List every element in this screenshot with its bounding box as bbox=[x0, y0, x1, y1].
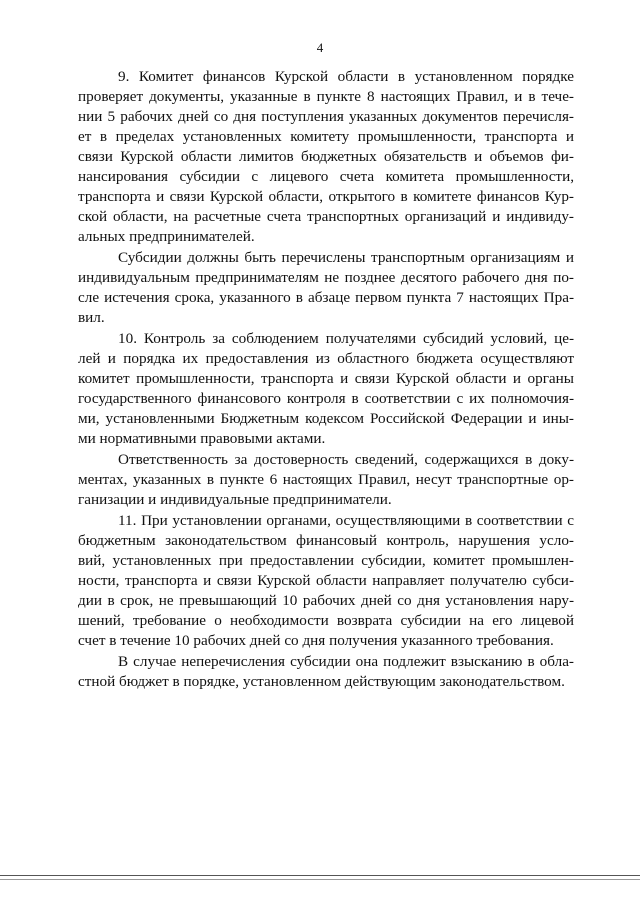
text-line: 10. Контроль за соблюдением получателями субсидий условий, це- bbox=[118, 330, 574, 347]
text-line: проверяет документы, указанные в пункте 8 настоящих Правил, и в тече- bbox=[78, 88, 574, 105]
text-line: сле истечения срока, указанного в абзаце первом пункта 7 настоящих Пра- bbox=[78, 289, 574, 306]
scan-edge-line bbox=[0, 875, 640, 876]
text-line: ской области, на расчетные счета транспортных организаций и индивиду- bbox=[78, 208, 574, 225]
text-line: нансирования субсидии с лицевого счета комитета промышленности, bbox=[78, 168, 574, 185]
text-line: государственного финансового контроля в соответствии с их полномочия- bbox=[78, 390, 574, 407]
text-line: нии 5 рабочих дней со дня поступления указанных документов перечисля- bbox=[78, 108, 574, 125]
text-line: связи Курской области лимитов бюджетных обязательств и объемов фи- bbox=[78, 148, 574, 165]
text-line: бюджетным законодательством финансовый контроль, нарушения усло- bbox=[78, 532, 574, 549]
text-line: вил. bbox=[78, 309, 105, 326]
text-line: комитет промышленности, транспорта и связи Курской области и органы bbox=[78, 370, 574, 387]
text-line: Ответственность за достоверность сведений, содержащихся в доку- bbox=[118, 451, 574, 468]
text-line: ганизации и индивидуальные предприниматели. bbox=[78, 491, 392, 508]
text-line: ности, транспорта и связи Курской области направляет получателю субси- bbox=[78, 572, 574, 589]
text-line: счет в течение 10 рабочих дней со дня получения указанного требования. bbox=[78, 632, 554, 649]
text-line: альных предпринимателей. bbox=[78, 228, 255, 245]
text-line: В случае неперечисления субсидии она подлежит взысканию в обла- bbox=[118, 653, 574, 670]
text-line: лей и порядка их предоставления из областного бюджета осуществляют bbox=[78, 350, 574, 367]
scan-edge-line-secondary bbox=[0, 879, 640, 880]
text-line: ми нормативными правовыми актами. bbox=[78, 430, 326, 447]
text-line: шений, требование о необходимости возврата субсидии на его лицевой bbox=[78, 612, 574, 629]
text-line: ми, установленными Бюджетным кодексом Российской Федерации и ины- bbox=[78, 410, 574, 427]
text-line: 9. Комитет финансов Курской области в установленном порядке bbox=[118, 68, 574, 85]
text-line: Субсидии должны быть перечислены транспортным организациям и bbox=[118, 249, 574, 266]
page-number: 4 bbox=[316, 40, 324, 55]
text-line: вий, установленных при предоставлении субсидии, комитет промышлен- bbox=[78, 552, 574, 569]
text-line: 11. При установлении органами, осуществляющими в соответствии с bbox=[118, 512, 574, 529]
text-line: индивидуальным предпринимателям не позднее десятого рабочего дня по- bbox=[78, 269, 574, 286]
text-line: ментах, указанных в пункте 6 настоящих Правил, несут транспортные ор- bbox=[78, 471, 574, 488]
text-line: дии в срок, не превышающий 10 рабочих дней со дня установления нару- bbox=[78, 592, 574, 609]
text-line: транспорта и связи Курской области, открытого в комитете финансов Кур- bbox=[78, 188, 574, 205]
text-line: стной бюджет в порядке, установленном действующим законодательством. bbox=[78, 673, 565, 690]
text-line: ет в пределах установленных комитету промышленности, транспорта и bbox=[78, 128, 574, 145]
